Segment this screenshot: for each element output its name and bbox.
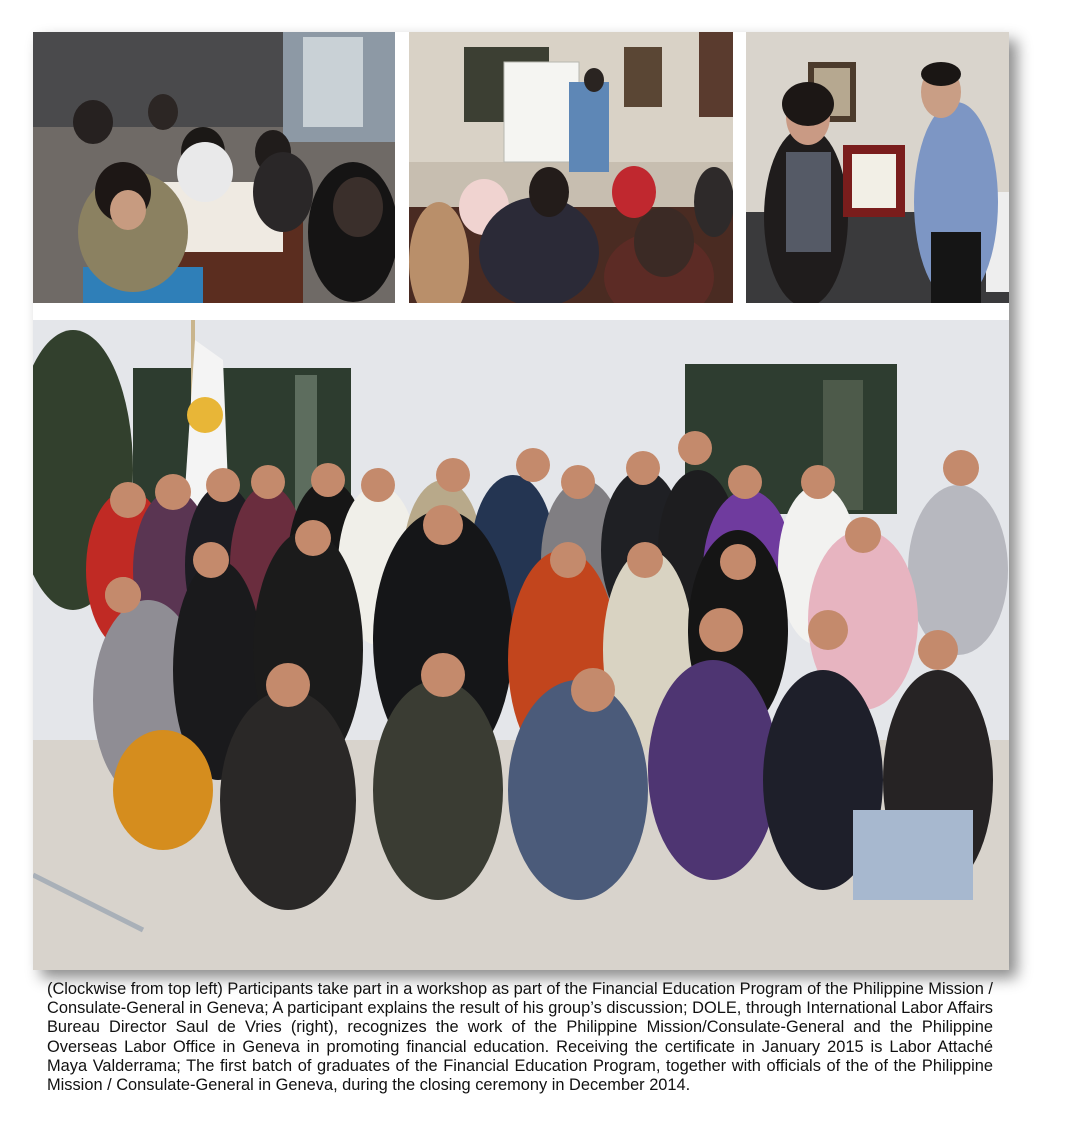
presentation-photo <box>409 32 733 303</box>
workshop-photo <box>33 32 395 303</box>
group-photo <box>33 320 1009 970</box>
photo-caption: (Clockwise from top left) Participants take part in a workshop as part of the Financial Education Program of the Philippine Mission / Consulate-General in Geneva; A participant explains the result of his group’s discussion; DOLE, through International Labor Affairs Bureau Director Saul de Vries (right), recognizes the work of the Philippine Mission/Consulate-General and the Philippine Overseas Labor Office in Geneva in promoting financial education. Receiving the certificate in January 2015 is Labor Attaché Maya Valderrama; The first batch of graduates of the Financial Education Program, together with officials of the of the Philippine Mission / Consulate-General in Geneva, during the closing ceremony in December 2014. <box>47 980 993 1095</box>
certificate-photo <box>746 32 1009 303</box>
